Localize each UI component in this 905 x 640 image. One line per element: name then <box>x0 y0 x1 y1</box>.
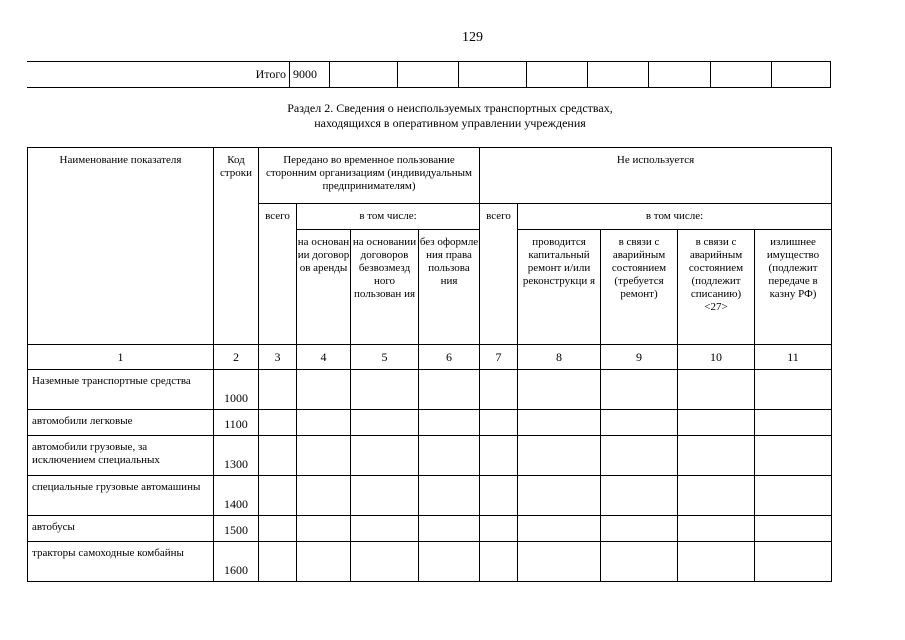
row-code: 1100 <box>214 410 259 436</box>
table-cell <box>480 410 518 436</box>
table-cell <box>678 370 755 410</box>
table-row <box>28 516 832 542</box>
table-cell <box>419 370 480 410</box>
table-cell <box>601 476 678 516</box>
table-cell <box>351 542 419 582</box>
header-excess-property: излишнее имущество (подлежит передаче в казну РФ) <box>755 230 832 345</box>
table-cell <box>480 370 518 410</box>
totals-label: Итого <box>27 62 290 88</box>
totals-cell <box>459 62 527 88</box>
table-cell <box>259 516 297 542</box>
table-cell <box>351 410 419 436</box>
table-cell <box>518 410 601 436</box>
table-cell <box>297 410 351 436</box>
table-cell <box>297 476 351 516</box>
totals-row <box>27 62 831 88</box>
table-cell <box>518 542 601 582</box>
table-cell <box>678 516 755 542</box>
table-cell <box>297 436 351 476</box>
vehicles-table <box>27 147 832 582</box>
totals-cell <box>649 62 711 88</box>
header-transferred: Передано во временное пользование сторонним организациям (индивидуальным предпринимателям) <box>259 148 480 204</box>
section-title-line2: находящихся в оперативном управлении учреждения <box>314 116 586 130</box>
table-cell <box>480 476 518 516</box>
table-cell <box>480 516 518 542</box>
table-cell <box>419 516 480 542</box>
table-row <box>28 370 832 410</box>
header-lease: на основан ии договор ов аренды <box>297 230 351 345</box>
column-number: 2 <box>214 345 259 370</box>
page-number: 129 <box>462 30 483 45</box>
table-cell <box>419 436 480 476</box>
table-cell <box>518 476 601 516</box>
table-cell <box>351 436 419 476</box>
row-name: тракторы самоходные комбайны <box>28 542 214 582</box>
row-code: 1600 <box>214 542 259 582</box>
table-cell <box>755 542 832 582</box>
row-code: 1500 <box>214 516 259 542</box>
header-code: Код строки <box>214 148 259 345</box>
table-cell <box>297 370 351 410</box>
column-number: 4 <box>297 345 351 370</box>
table-cell <box>259 410 297 436</box>
table-cell <box>351 476 419 516</box>
column-number: 6 <box>419 345 480 370</box>
table-cell <box>518 370 601 410</box>
row-name: специальные грузовые автомашины <box>28 476 214 516</box>
table-cell <box>259 476 297 516</box>
table-cell <box>419 410 480 436</box>
table-cell <box>419 476 480 516</box>
totals-code: 9000 <box>290 62 330 88</box>
table-cell <box>518 436 601 476</box>
table-row <box>28 410 832 436</box>
table-cell <box>755 436 832 476</box>
row-name: автобусы <box>28 516 214 542</box>
table-row <box>28 476 832 516</box>
header-not-used-total: всего <box>480 204 518 345</box>
header-transferred-including: в том числе: <box>297 204 480 230</box>
table-cell <box>259 542 297 582</box>
table-cell <box>518 516 601 542</box>
row-code: 1000 <box>214 370 259 410</box>
header-not-used-including: в том числе: <box>518 204 832 230</box>
totals-table <box>27 61 831 88</box>
header-no-formal: без оформле ния права пользова ния <box>419 230 480 345</box>
table-cell <box>419 542 480 582</box>
table-cell <box>297 516 351 542</box>
header-emergency-writeoff: в связи с аварийным состоянием (подлежит списанию) <27> <box>678 230 755 345</box>
header-name: Наименование показателя <box>28 148 214 345</box>
column-number: 5 <box>351 345 419 370</box>
table-cell <box>601 410 678 436</box>
table-cell <box>601 370 678 410</box>
totals-cell <box>588 62 649 88</box>
header-capital-repair: проводится капитальный ремонт и/или реконструкци я <box>518 230 601 345</box>
row-code: 1400 <box>214 476 259 516</box>
totals-cell <box>711 62 772 88</box>
table-cell <box>755 476 832 516</box>
table-cell <box>755 370 832 410</box>
table-cell <box>601 542 678 582</box>
column-number: 3 <box>259 345 297 370</box>
totals-cell <box>330 62 398 88</box>
table-row <box>28 542 832 582</box>
column-number: 10 <box>678 345 755 370</box>
row-code: 1300 <box>214 436 259 476</box>
column-number: 9 <box>601 345 678 370</box>
table-cell <box>678 476 755 516</box>
column-number: 7 <box>480 345 518 370</box>
table-cell <box>601 436 678 476</box>
table-cell <box>678 436 755 476</box>
table-cell <box>678 410 755 436</box>
section-title <box>260 101 640 131</box>
table-cell <box>601 516 678 542</box>
table-cell <box>259 436 297 476</box>
totals-cell <box>398 62 459 88</box>
header-emergency-repair: в связи с аварийным состоянием (требуется ремонт) <box>601 230 678 345</box>
header-transferred-total: всего <box>259 204 297 345</box>
column-numbers-row <box>28 345 832 370</box>
header-free-use: на основании договоров безвозмезд ного пользован ия <box>351 230 419 345</box>
table-cell <box>678 542 755 582</box>
column-number: 8 <box>518 345 601 370</box>
table-cell <box>351 370 419 410</box>
table-cell <box>351 516 419 542</box>
row-name: автомобили легковые <box>28 410 214 436</box>
column-number: 11 <box>755 345 832 370</box>
table-cell <box>259 370 297 410</box>
column-number: 1 <box>28 345 214 370</box>
table-cell <box>297 542 351 582</box>
row-name: Наземные транспортные средства <box>28 370 214 410</box>
totals-cell <box>527 62 588 88</box>
header-not-used: Не используется <box>480 148 832 204</box>
totals-cell <box>772 62 831 88</box>
table-cell <box>480 436 518 476</box>
row-name: автомобили грузовые, за исключением специальных <box>28 436 214 476</box>
section-title-line1: Раздел 2. Сведения о неиспользуемых транспортных средствах, <box>287 101 613 115</box>
table-row <box>28 436 832 476</box>
table-cell <box>755 410 832 436</box>
table-cell <box>480 542 518 582</box>
table-cell <box>755 516 832 542</box>
